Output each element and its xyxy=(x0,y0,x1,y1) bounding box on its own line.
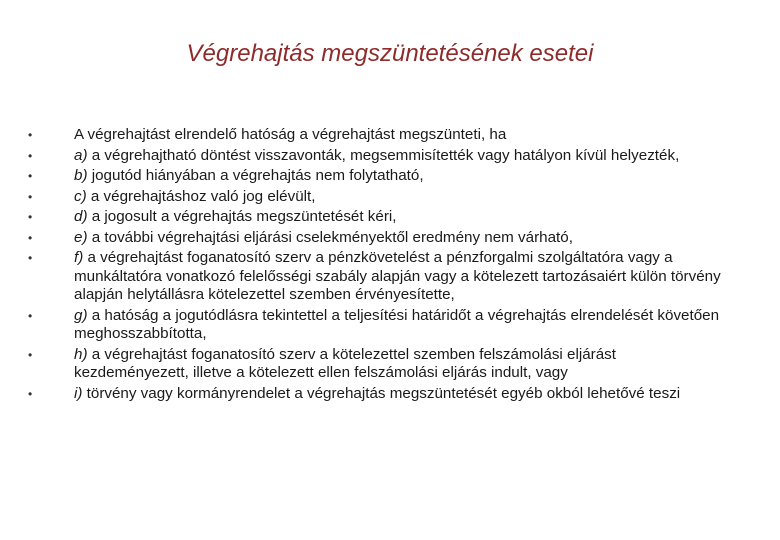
list-item xyxy=(28,147,728,166)
bullet-icon: • xyxy=(28,251,33,265)
bullet-list xyxy=(28,126,728,405)
item-letter: i) xyxy=(74,384,83,402)
item-letter: c) xyxy=(74,187,87,205)
bullet-icon: • xyxy=(28,230,33,245)
item-text: a végrehajtáshoz való jog elévült, xyxy=(86,187,316,205)
list-item xyxy=(28,307,728,344)
list-item xyxy=(28,208,728,227)
bullet-icon: • xyxy=(28,148,33,163)
item-text: a végrehajtható döntést visszavonták, megsemmisítették vagy hatályon kívül helyezték, xyxy=(87,146,680,164)
item-letter: e) xyxy=(74,228,88,246)
list-item xyxy=(28,385,728,404)
bullet-icon: • xyxy=(28,210,33,224)
bullet-icon: • xyxy=(28,169,33,183)
bullet-icon: • xyxy=(28,189,33,204)
item-letter: h) xyxy=(74,345,88,363)
item-letter: g) xyxy=(74,306,88,324)
list-item xyxy=(28,249,728,305)
item-text: a végrehajtást foganatosító szerv a kötelezettel szemben felszámolási eljárást kezdeményezett, illetve a kötelezett ellen felszámolási eljárás indult, vagy xyxy=(74,345,616,381)
list-item xyxy=(28,126,728,145)
list-item xyxy=(28,346,728,383)
item-text: jogutód hiányában a végrehajtás nem folytatható, xyxy=(87,167,424,184)
item-text: a jogosult a végrehajtás megszüntetését kéri, xyxy=(87,208,397,225)
item-letter: b) xyxy=(74,167,88,184)
slide-title: Végrehajtás megszüntetésének esetei xyxy=(186,40,594,67)
list-item xyxy=(28,167,728,186)
bullet-icon: • xyxy=(28,386,33,401)
item-text: a végrehajtást foganatosító szerv a pénzkövetelést a pénzforgalmi szolgáltatóra vagy a munkáltatóra vonatkozó felelősségi szabály alapján vagy a kötelezett tartozásaiért külön törvény alapján helytállásra kötelezettel szemben érvényesítette, xyxy=(74,249,721,303)
list-item xyxy=(28,229,728,248)
item-letter: d) xyxy=(74,208,88,225)
item-text: a hatóság a jogutódlásra tekintettel a teljesítési határidőt a végrehajtás elrendelését követően meghosszabbította, xyxy=(74,306,720,342)
item-text: A végrehajtást elrendelő hatóság a végrehajtást megszünteti, ha xyxy=(74,126,507,143)
bullet-icon: • xyxy=(28,308,33,323)
item-text: a további végrehajtási eljárási cselekményektől eredmény nem várható, xyxy=(87,228,573,246)
list-item xyxy=(28,188,728,207)
item-letter: a) xyxy=(74,146,88,164)
item-text: törvény vagy kormányrendelet a végrehajtás megszüntetését egyéb okból lehetővé teszi xyxy=(82,384,681,402)
item-letter: f) xyxy=(74,249,84,266)
bullet-icon: • xyxy=(28,347,33,362)
bullet-icon: • xyxy=(28,128,33,142)
